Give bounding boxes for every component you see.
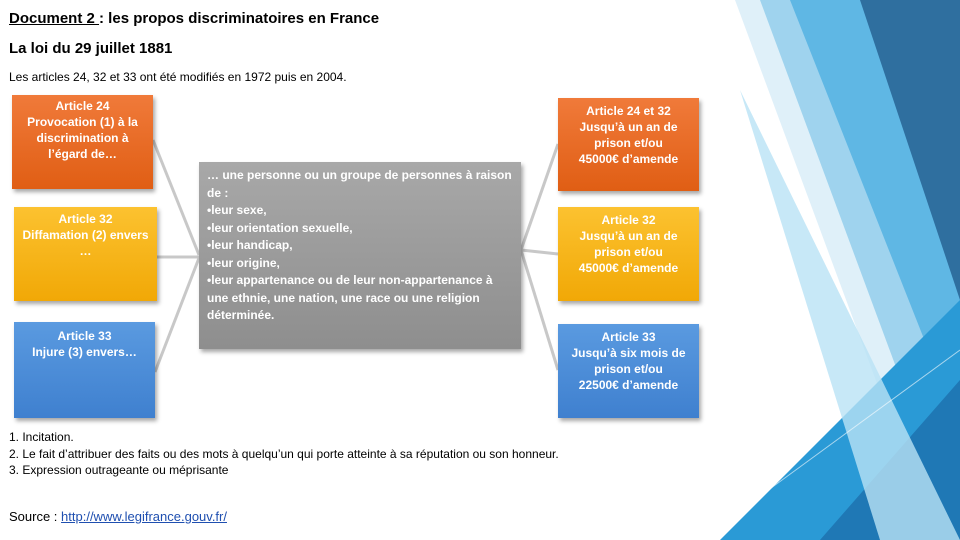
footnote-3: 3. Expression outrageante ou méprisante xyxy=(9,463,229,477)
document-title: : les propos discriminatoires en France xyxy=(99,10,380,27)
law-subtitle: La loi du 29 juillet 1881 xyxy=(9,40,173,57)
center-intro: … une personne ou un groupe de personnes à raison de : xyxy=(207,168,512,200)
connector-right-1 xyxy=(521,144,558,250)
connector-right-2 xyxy=(521,250,558,254)
right-box-penalty-32: Article 32 Jusqu’à un an de prison et/ou 45000€ d’amende xyxy=(558,207,699,301)
grounds-item: • leur sexe, xyxy=(207,202,513,220)
source-line xyxy=(9,509,227,524)
left-box-article-32: Article 32 Diffamation (2) envers … xyxy=(14,207,157,301)
center-box-grounds xyxy=(199,162,521,349)
grounds-list xyxy=(207,202,513,325)
grounds-item: • leur handicap, xyxy=(207,237,513,255)
left-box-article-33: Article 33 Injure (3) envers… xyxy=(14,322,155,418)
grounds-item: • leur appartenance ou de leur non-appartenance à une ethnie, une nation, une race ou une religion déterminée. xyxy=(207,272,513,325)
right-box-penalty-33: Article 33 Jusqu’à six mois de prison et/ou 22500€ d’amende xyxy=(558,324,699,418)
document-label: Document 2 xyxy=(9,10,100,27)
source-link[interactable]: http://www.legifrance.gouv.fr/ xyxy=(61,509,227,524)
connector-left-3 xyxy=(155,258,199,372)
footnotes xyxy=(9,429,559,479)
connector-right-3 xyxy=(521,250,558,370)
left-box-article-24: Article 24 Provocation (1) à la discrimination à l’égard de… xyxy=(12,95,153,189)
intro-text: Les articles 24, 32 et 33 ont été modifiés en 1972 puis en 2004. xyxy=(9,70,347,84)
footnote-1: 1. Incitation. xyxy=(9,430,74,444)
grounds-item: • leur orientation sexuelle, xyxy=(207,220,513,238)
grounds-item: • leur origine, xyxy=(207,255,513,273)
connector-left-1 xyxy=(153,140,199,255)
right-box-penalty-24-32: Article 24 et 32 Jusqu’à un an de prison et/ou 45000€ d’amende xyxy=(558,98,699,191)
footnote-2: 2. Le fait d’attribuer des faits ou des mots à quelqu’un qui porte atteinte à sa réputation ou son honneur. xyxy=(9,446,559,461)
source-label: Source : xyxy=(9,509,62,524)
